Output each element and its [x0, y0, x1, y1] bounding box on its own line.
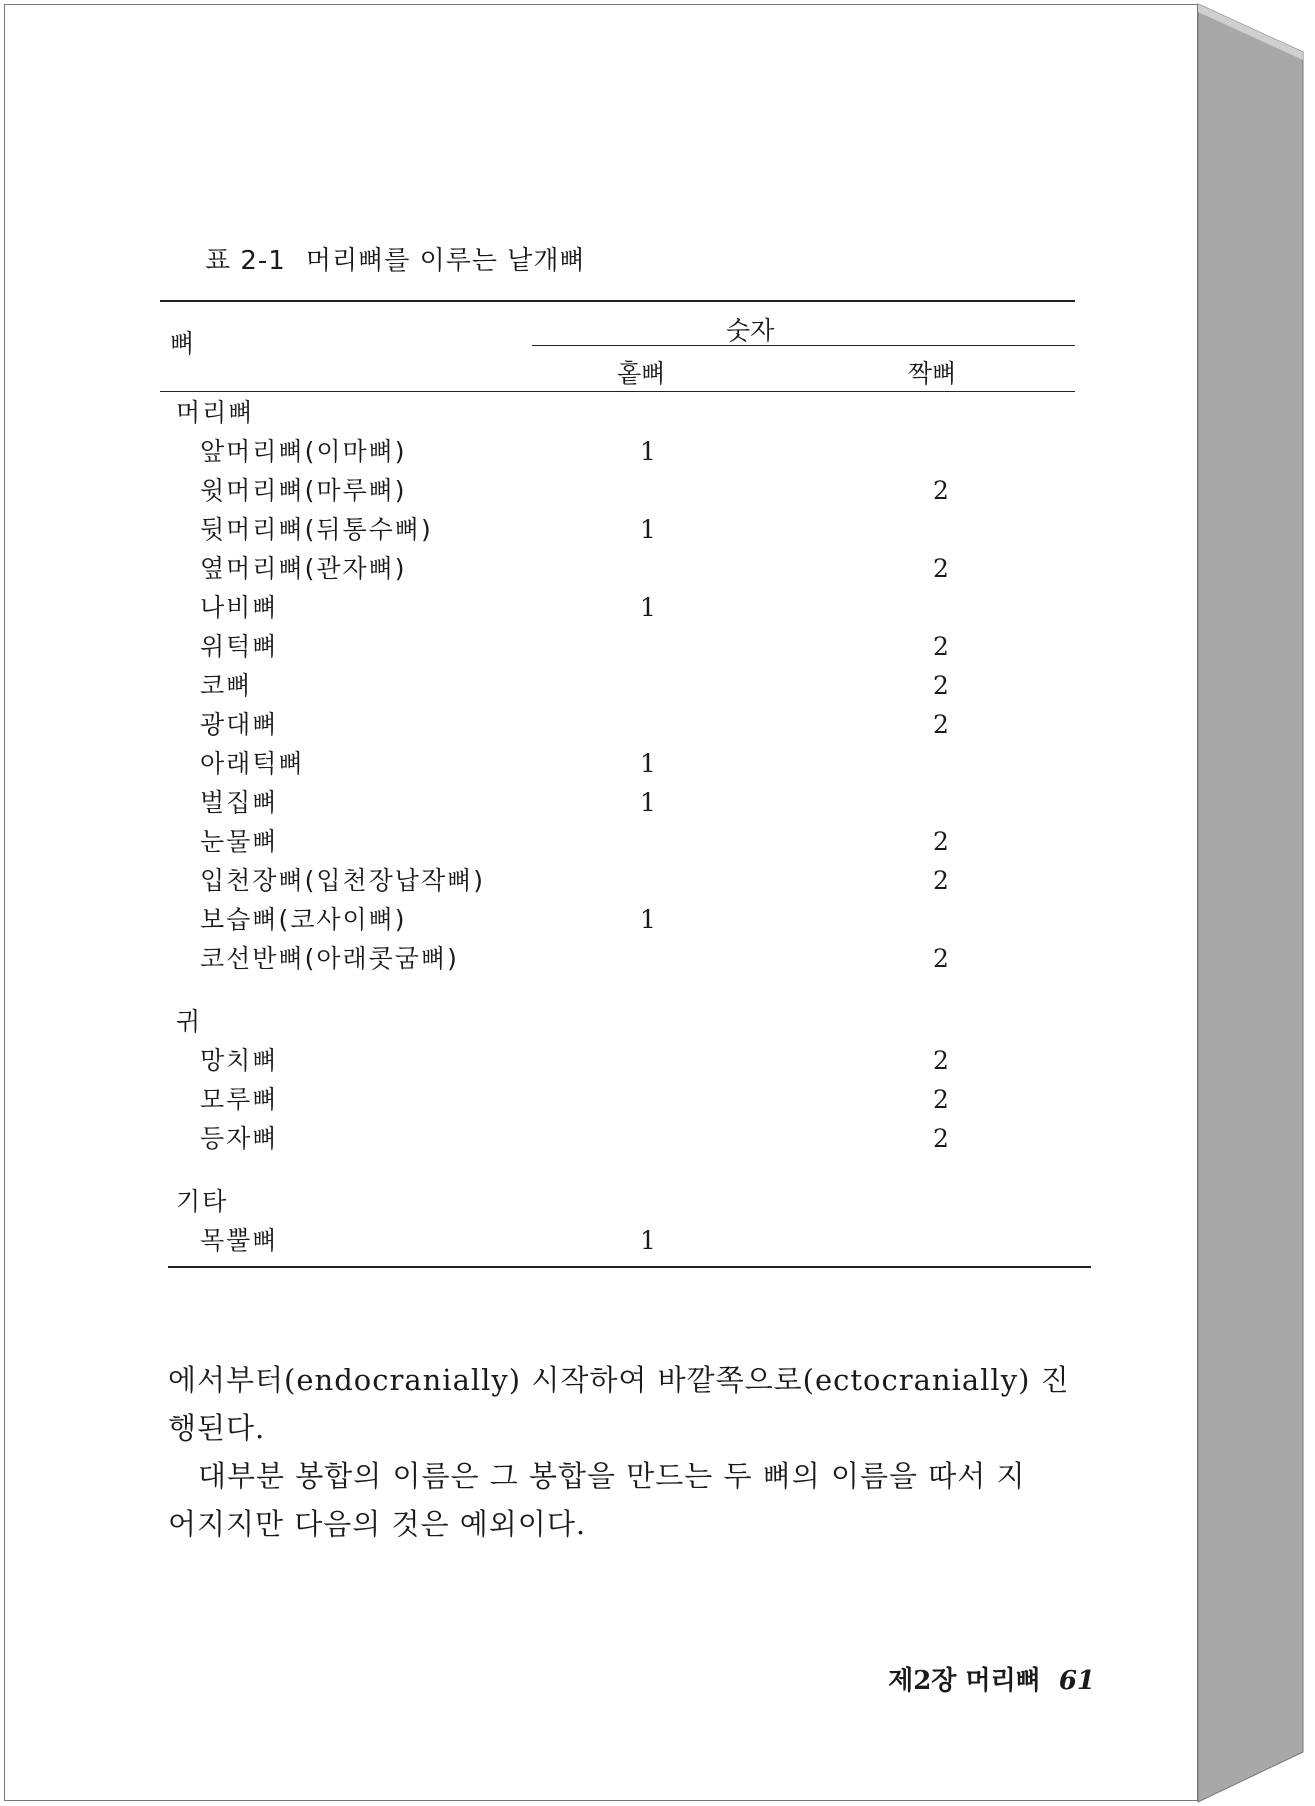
table-row	[168, 939, 1098, 978]
table-row	[168, 822, 1098, 861]
table-row	[168, 1041, 1098, 1080]
pair-count: 2	[933, 554, 949, 583]
header-count: 숫자	[726, 316, 775, 345]
pair-count: 2	[933, 827, 949, 856]
table-bottom-rule	[168, 1266, 1091, 1268]
odd-count: 1	[640, 905, 656, 934]
table-row	[168, 1119, 1098, 1158]
bone-name: 위턱뼈	[200, 632, 279, 661]
bone-name: 입천장뼈(입천장납작뼈)	[200, 866, 486, 895]
group-row	[168, 393, 1098, 432]
bone-table	[168, 393, 1098, 1260]
odd-count: 1	[640, 437, 656, 466]
table-row	[168, 432, 1098, 471]
group-name: 기타	[176, 1187, 229, 1216]
pair-count: 2	[933, 476, 949, 505]
bone-name: 광대뼈	[200, 710, 279, 739]
odd-count: 1	[640, 593, 656, 622]
bone-name: 앞머리뼈(이마뼈)	[200, 437, 407, 466]
body-line-3: 어지지만 다음의 것은 예외이다.	[168, 1507, 587, 1541]
pair-count: 2	[933, 710, 949, 739]
pair-count: 2	[933, 671, 949, 700]
header-bone: 뼈	[170, 329, 195, 358]
group-row	[168, 1002, 1098, 1041]
bone-name: 보습뼈(코사이뼈)	[200, 905, 407, 934]
bone-name: 나비뼈	[200, 593, 279, 622]
bone-name: 코뼈	[200, 671, 253, 700]
bone-name: 코선반뼈(아래콧굼뼈)	[200, 944, 459, 973]
table-row	[168, 627, 1098, 666]
header-bottom-rule	[160, 391, 1075, 392]
table-row	[168, 1080, 1098, 1119]
pair-count: 2	[933, 1046, 949, 1075]
bone-name: 모루뼈	[200, 1085, 279, 1114]
pair-count: 2	[933, 866, 949, 895]
page-number: 61	[1058, 1666, 1095, 1696]
odd-count: 1	[640, 788, 656, 817]
page-footer	[888, 1660, 1095, 1697]
table-row	[168, 666, 1098, 705]
table-row	[168, 705, 1098, 744]
bone-name: 등자뼈	[200, 1124, 279, 1153]
pair-count: 2	[933, 1085, 949, 1114]
pair-count: 2	[933, 1124, 949, 1153]
odd-count: 1	[640, 749, 656, 778]
header-pair: 짝뼈	[908, 359, 957, 388]
bone-name: 목뿔뼈	[200, 1226, 279, 1255]
table-row	[168, 471, 1098, 510]
count-header-rule	[532, 345, 1075, 346]
bone-name: 눈물뼈	[200, 827, 279, 856]
table-row	[168, 1221, 1098, 1260]
table-caption	[205, 240, 586, 277]
group-name: 귀	[176, 1007, 203, 1036]
group-row	[168, 1182, 1098, 1221]
bone-name: 윗머리뼈(마루뼈)	[200, 476, 407, 505]
table-row	[168, 783, 1098, 822]
table-row	[168, 549, 1098, 588]
caption-label: 표 2-1	[205, 246, 286, 276]
body-paragraph	[168, 1356, 1098, 1548]
body-line-1: 에서부터(endocranially) 시작하여 바깥쪽으로(ectocranially) 진행된다.	[168, 1363, 1070, 1445]
pair-count: 2	[933, 944, 949, 973]
table-row	[168, 900, 1098, 939]
bone-name: 망치뼈	[200, 1046, 279, 1075]
group-name: 머리뼈	[176, 398, 255, 427]
odd-count: 1	[640, 1226, 656, 1255]
body-line-2: 대부분 봉합의 이름은 그 봉합을 만드는 두 뼈의 이름을 따서 지	[198, 1459, 1026, 1493]
table-row	[168, 588, 1098, 627]
bone-name: 뒷머리뼈(뒤통수뼈)	[200, 515, 433, 544]
table-row	[168, 510, 1098, 549]
header-odd: 홑뼈	[617, 359, 666, 388]
bone-name: 벌집뼈	[200, 788, 279, 817]
chapter-title: 제2장 머리뼈	[888, 1666, 1041, 1696]
bone-name: 아래턱뼈	[200, 749, 305, 778]
table-row	[168, 861, 1098, 900]
odd-count: 1	[640, 515, 656, 544]
pair-count: 2	[933, 632, 949, 661]
bone-name: 옆머리뼈(관자뼈)	[200, 554, 407, 583]
caption-title: 머리뼈를 이루는 낱개뼈	[305, 246, 586, 276]
table-row	[168, 744, 1098, 783]
table-top-rule	[160, 300, 1075, 302]
